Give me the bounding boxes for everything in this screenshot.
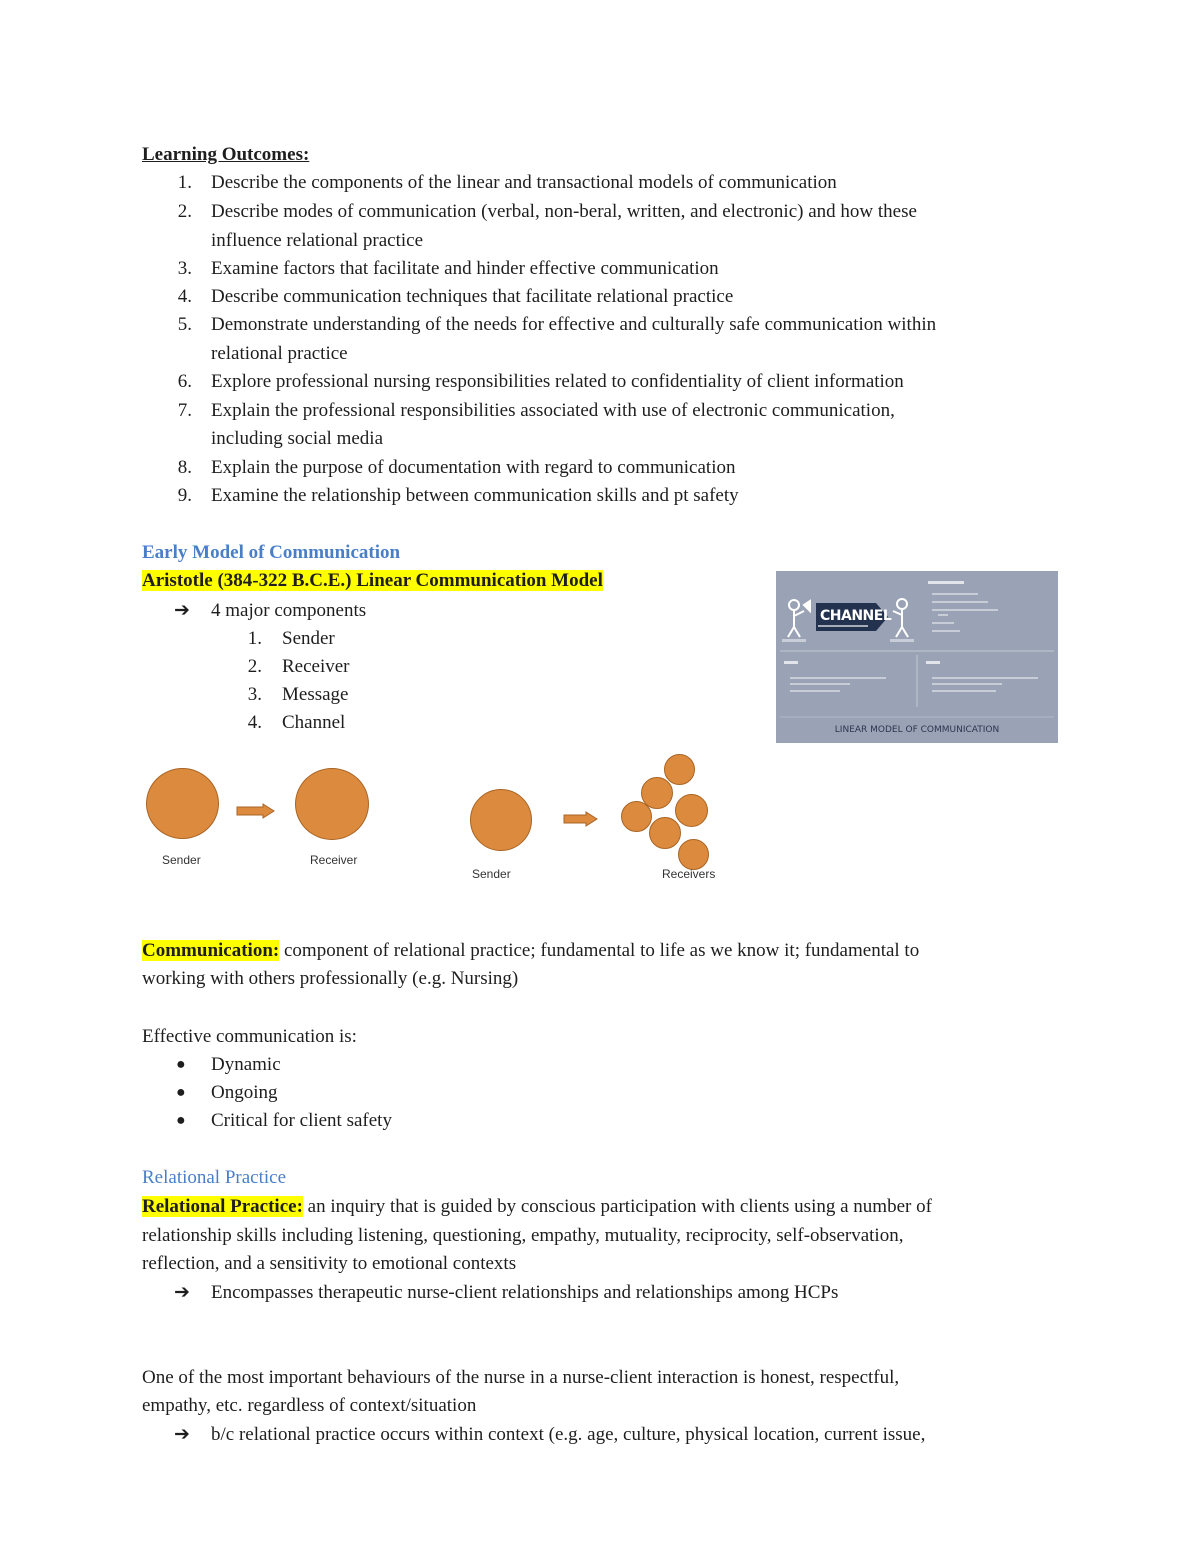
list-text: Examine the relationship between communication skills and pt safety	[211, 485, 739, 506]
bullet-icon: ●	[176, 1056, 186, 1073]
receiver-circle	[675, 794, 708, 827]
slide-graphic	[776, 571, 1058, 743]
receiver-circle	[649, 817, 681, 849]
component-label: Receiver	[282, 656, 350, 677]
slide-channel-label: CHANNEL	[820, 608, 892, 624]
arrow-icon	[236, 803, 276, 824]
arrow-icon: ➔	[174, 1424, 190, 1445]
list-text: Demonstrate understanding of the needs for effective and culturally safe communication within	[211, 314, 937, 335]
sender-label: Sender	[472, 867, 511, 881]
receiver-circle	[664, 754, 695, 785]
component-label: Sender	[282, 628, 335, 649]
relational-text: an inquiry that is guided by conscious participation with clients using a number of	[302, 1196, 932, 1217]
arrow-icon: ➔	[174, 600, 190, 621]
early-model-heading: Early Model of Communication	[142, 542, 401, 563]
sender-circle	[470, 789, 532, 851]
list-text: Describe communication techniques that facilitate relational practice	[211, 286, 734, 307]
bullet-text: Dynamic	[211, 1054, 281, 1075]
relational-text-continued: reflection, and a sensitivity to emotional contexts	[142, 1253, 517, 1274]
closing-text-continued: empathy, etc. regardless of context/situation	[142, 1395, 477, 1416]
component-label: Message	[282, 684, 349, 705]
arrow-icon: ➔	[174, 1282, 190, 1303]
list-number: 5.	[177, 314, 192, 335]
communication-text-continued: working with others professionally (e.g. Nursing)	[142, 968, 519, 989]
list-number: 3.	[177, 258, 192, 279]
list-number: 9.	[177, 485, 192, 506]
relational-term: Relational Practice:	[142, 1196, 303, 1217]
receiver-label: Receiver	[310, 853, 358, 867]
sender-circle	[146, 768, 219, 839]
list-text: Explain the professional responsibilities associated with use of electronic communication,	[211, 400, 895, 421]
aristotle-subheading	[142, 567, 603, 595]
list-text: Explore professional nursing responsibilities related to confidentiality of client information	[211, 371, 904, 392]
relational-text-continued: relationship skills including listening, questioning, empathy, mutuality, reciprocity, self-observation,	[142, 1225, 904, 1246]
bullet-icon: ●	[176, 1084, 186, 1101]
effective-intro: Effective communication is:	[142, 1026, 357, 1047]
receivers-label: Receivers	[662, 867, 716, 881]
list-text: Describe modes of communication (verbal, non-beral, written, and electronic) and how these	[211, 201, 917, 222]
list-number: 6.	[177, 371, 192, 392]
components-text: 4 major components	[211, 600, 367, 621]
linear-model-slide-image	[776, 571, 1058, 743]
receiver-circle	[621, 801, 652, 832]
list-text-continued: including social media	[211, 428, 384, 449]
list-text-continued: relational practice	[211, 343, 348, 364]
list-number: 4.	[247, 712, 262, 733]
bullet-text: Critical for client safety	[211, 1110, 392, 1131]
relational-definition	[142, 1193, 932, 1221]
bullet-text: Ongoing	[211, 1082, 278, 1103]
learning-outcomes-heading: Learning Outcomes:	[142, 144, 310, 165]
list-number: 1.	[247, 628, 262, 649]
receiver-circle	[678, 839, 709, 870]
arrow-icon	[563, 811, 599, 832]
list-text: Describe the components of the linear and transactional models of communication	[211, 172, 837, 193]
list-number: 1.	[177, 172, 192, 193]
list-number: 8.	[177, 457, 192, 478]
list-text: Explain the purpose of documentation with regard to communication	[211, 457, 736, 478]
relational-practice-heading: Relational Practice	[142, 1167, 287, 1188]
list-text: Examine factors that facilitate and hinder effective communication	[211, 258, 719, 279]
sender-label: Sender	[162, 853, 201, 867]
communication-definition	[142, 937, 919, 965]
bullet-icon: ●	[176, 1112, 186, 1129]
list-number: 2.	[177, 201, 192, 222]
aristotle-subheading-text: Aristotle (384-322 B.C.E.) Linear Communication Model	[142, 570, 603, 591]
list-number: 4.	[177, 286, 192, 307]
list-number: 3.	[247, 684, 262, 705]
closing-text: One of the most important behaviours of the nurse in a nurse-client interaction is honest, respectful,	[142, 1367, 900, 1388]
arrow-item-text: Encompasses therapeutic nurse-client relationships and relationships among HCPs	[211, 1282, 839, 1303]
arrow-item-text: b/c relational practice occurs within context (e.g. age, culture, physical location, current issue,	[211, 1424, 926, 1445]
communication-term: Communication:	[142, 940, 280, 961]
component-label: Channel	[282, 712, 346, 733]
communication-text: component of relational practice; fundamental to life as we know it; fundamental to	[279, 940, 920, 961]
slide-footer-title: LINEAR MODEL OF COMMUNICATION	[834, 725, 1000, 735]
receiver-circle	[295, 768, 369, 840]
list-number: 2.	[247, 656, 262, 677]
list-text-continued: influence relational practice	[211, 230, 424, 251]
list-number: 7.	[177, 400, 192, 421]
